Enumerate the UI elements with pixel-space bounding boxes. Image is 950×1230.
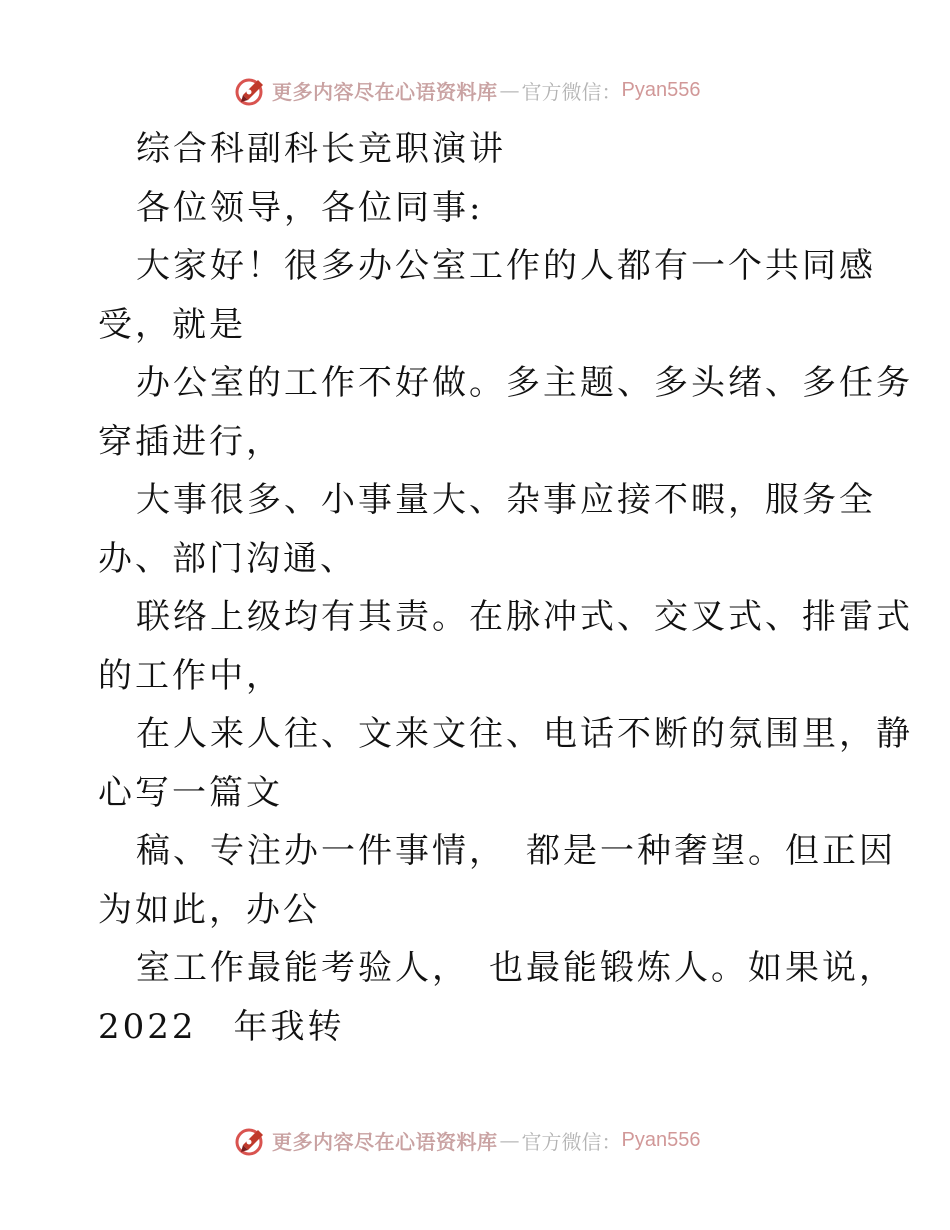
text-line: 的工作中， xyxy=(98,655,283,696)
text-line: 在人来人往、文来文往、电话不断的氛围里，静 xyxy=(136,714,913,754)
banner-text: 更多内容尽在心语资料库 xyxy=(272,79,498,104)
banner-separator: — xyxy=(499,78,520,102)
banner-text: 更多内容尽在心语资料库 xyxy=(272,1129,498,1154)
text-line: 大事很多、小事量大、杂事应接不暇，服务全 xyxy=(136,480,876,520)
banner-wechat-id: Pyan556 xyxy=(621,1128,701,1151)
pen-logo-icon xyxy=(234,1123,268,1157)
header-banner xyxy=(234,72,714,108)
footer-banner xyxy=(234,1122,714,1158)
text-line: 室工作最能考验人， 也最能锻炼人。如果说， xyxy=(136,948,896,988)
text-line: 各位领导，各位同事: xyxy=(136,187,484,228)
text-line: 大家好！很多办公室工作的人都有一个共同感 xyxy=(136,246,876,286)
text-line: 办公室的工作不好做。多主题、多头绪、多任务 xyxy=(136,363,913,403)
text-line: 2022 年我转 xyxy=(98,1006,345,1047)
text-line: 穿插进行， xyxy=(98,421,283,462)
text-line: 联络上级均有其责。在脉冲式、交叉式、排雷式 xyxy=(136,597,913,637)
text-line: 受，就是 xyxy=(98,304,246,345)
text-line: 综合科副科长竞职演讲 xyxy=(136,129,506,169)
document-body xyxy=(98,120,913,1056)
pen-logo-icon xyxy=(234,73,268,107)
banner-wechat-id: Pyan556 xyxy=(621,78,701,101)
text-line: 为如此，办公 xyxy=(98,889,320,930)
banner-wechat-label: 官方微信： xyxy=(521,1129,622,1154)
text-line: 心写一篇文 xyxy=(98,772,283,813)
banner-wechat-label: 官方微信： xyxy=(521,79,622,104)
banner-separator: — xyxy=(499,1128,520,1152)
text-line: 稿、专注办一件事情， 都是一种奢望。但正因 xyxy=(136,831,896,871)
text-line: 办、部门沟通、 xyxy=(98,538,357,579)
